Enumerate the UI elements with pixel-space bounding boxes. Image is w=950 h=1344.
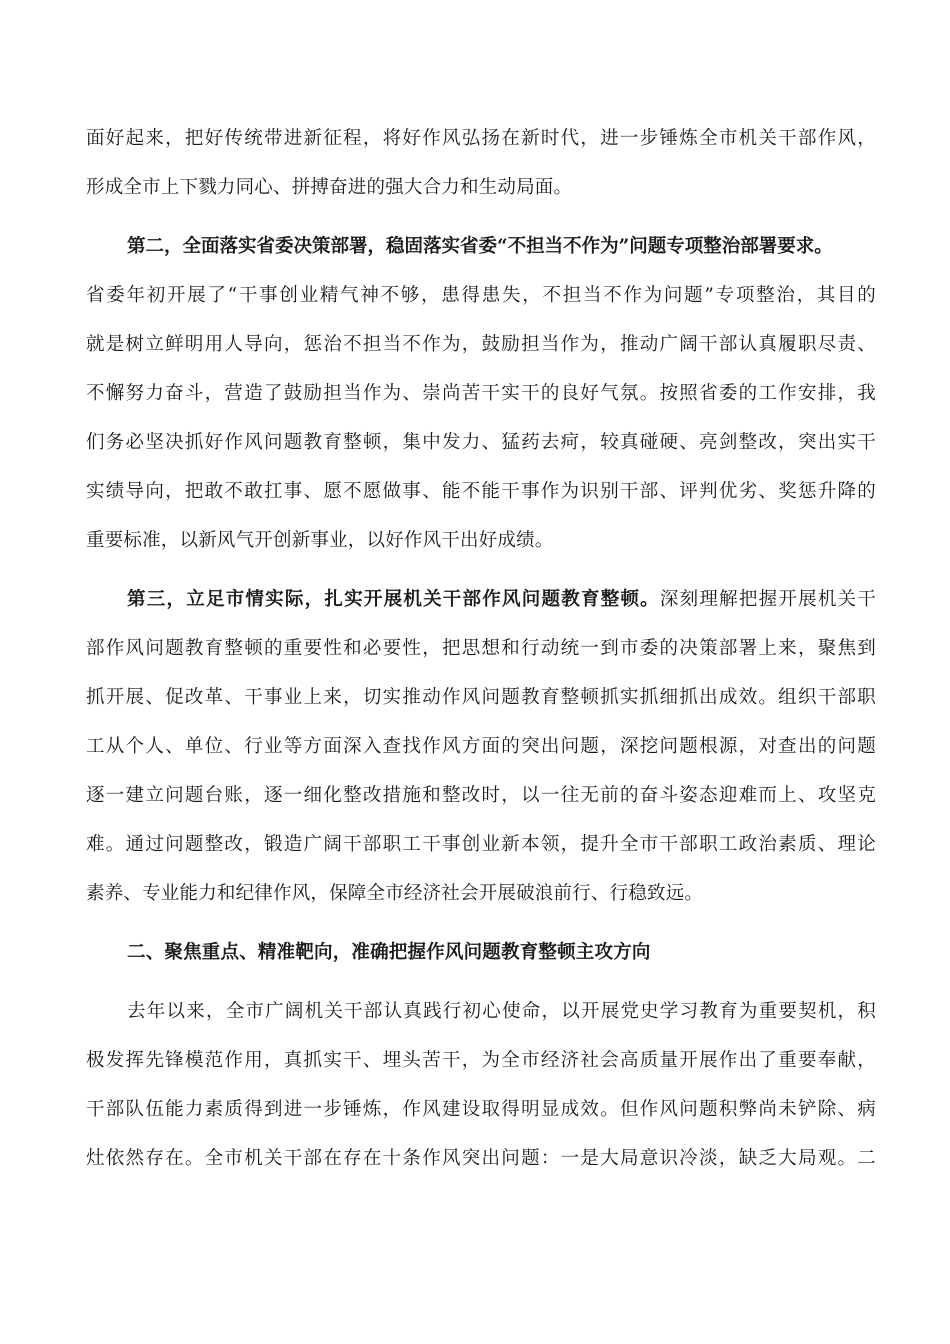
paragraph-1-line-2: 形成全市上下戮力同心、拼搏奋进的强大合力和生动局面。 <box>86 177 573 198</box>
paragraph-2-lead: 第二，全面落实省委决策部署，稳固落实省委“不担当不作为”问题专项整治部署要求。 <box>127 236 833 257</box>
paragraph-3-lead-bold: 第三，立足市情实际，扎实开展机关干部作风问题教育整顿。 <box>127 589 660 610</box>
paragraph-4-line-3: 干部队伍能力素质得到进一步锤炼，作风建设取得明显成效。但作风问题积弊尚未铲除、病 <box>86 1099 876 1120</box>
paragraph-3-line-2: 抓开展、促改革、干事业上来，切实推动作风问题教育整顿抓实抓细抓出成效。组织干部职 <box>86 687 876 708</box>
paragraph-2-line-4: 们务必坚决抓好作风问题教育整顿，集中发力、猛药去疴，较真碰硬、亮剑整改，突出实干 <box>86 432 876 453</box>
section-heading-2: 二、聚焦重点、精准靶向，准确把握作风问题教育整顿主攻方向 <box>127 942 651 963</box>
paragraph-4-line-4: 灶依然存在。全市机关干部在存在十条作风突出问题：一是大局意识冷淡，缺乏大局观。二 <box>86 1148 876 1169</box>
paragraph-2-line-5: 实绩导向，把敢不敢扛事、愿不愿做事、能不能干事作为识别干部、评判优劣、奖惩升降的 <box>86 481 876 502</box>
paragraph-3-line-5: 难。通过问题整改，锻造广阔干部职工干事创业新本领，提升全市干部职工政治素质、理论 <box>86 834 876 855</box>
paragraph-2-line-3: 不懈努力奋斗，营造了鼓励担当作为、崇尚苦干实干的良好气氛。按照省委的工作安排，我 <box>86 383 876 404</box>
paragraph-3-line-3: 工从个人、单位、行业等方面深入查找作风方面的突出问题，深挖问题根源，对查出的问题 <box>86 736 876 757</box>
paragraph-2-line-6: 重要标准，以新风气开创新事业，以好作风干出好成绩。 <box>86 530 554 551</box>
paragraph-4-line-1: 去年以来，全市广阔机关干部认真践行初心使命，以开展党史学习教育为重要契机，积 <box>127 1001 876 1022</box>
paragraph-2-line-2: 就是树立鲜明用人导向，惩治不担当不作为，鼓励担当作为，推动广阔干部认真履职尽责、 <box>86 334 876 355</box>
paragraph-3-line-4: 逐一建立问题台账，逐一细化整改措施和整改时，以一往无前的奋斗姿态迎难而上、攻坚克 <box>86 785 876 806</box>
paragraph-3-lead-rest: 深刻理解把握开展机关干 <box>659 589 876 610</box>
paragraph-3-lead <box>86 585 876 615</box>
paragraph-2-line-1: 省委年初开展了“干事创业精气神不够，患得患失，不担当不作为问题”专项整治，其目的 <box>86 285 876 306</box>
paragraph-3-line-1: 部作风问题教育整顿的重要性和必要性，把思想和行动统一到市委的决策部署上来，聚焦到 <box>86 638 876 659</box>
paragraph-4-line-2: 极发挥先锋模范作用，真抓实干、埋头苦干，为全市经济社会高质量开展作出了重要奉献， <box>86 1050 876 1071</box>
paragraph-1-line-1: 面好起来，把好传统带进新征程，将好作风弘扬在新时代，进一步锤炼全市机关干部作风， <box>86 128 876 149</box>
paragraph-3-line-6: 素养、专业能力和纪律作风，保障全市经济社会开展破浪前行、行稳致远。 <box>86 883 704 904</box>
